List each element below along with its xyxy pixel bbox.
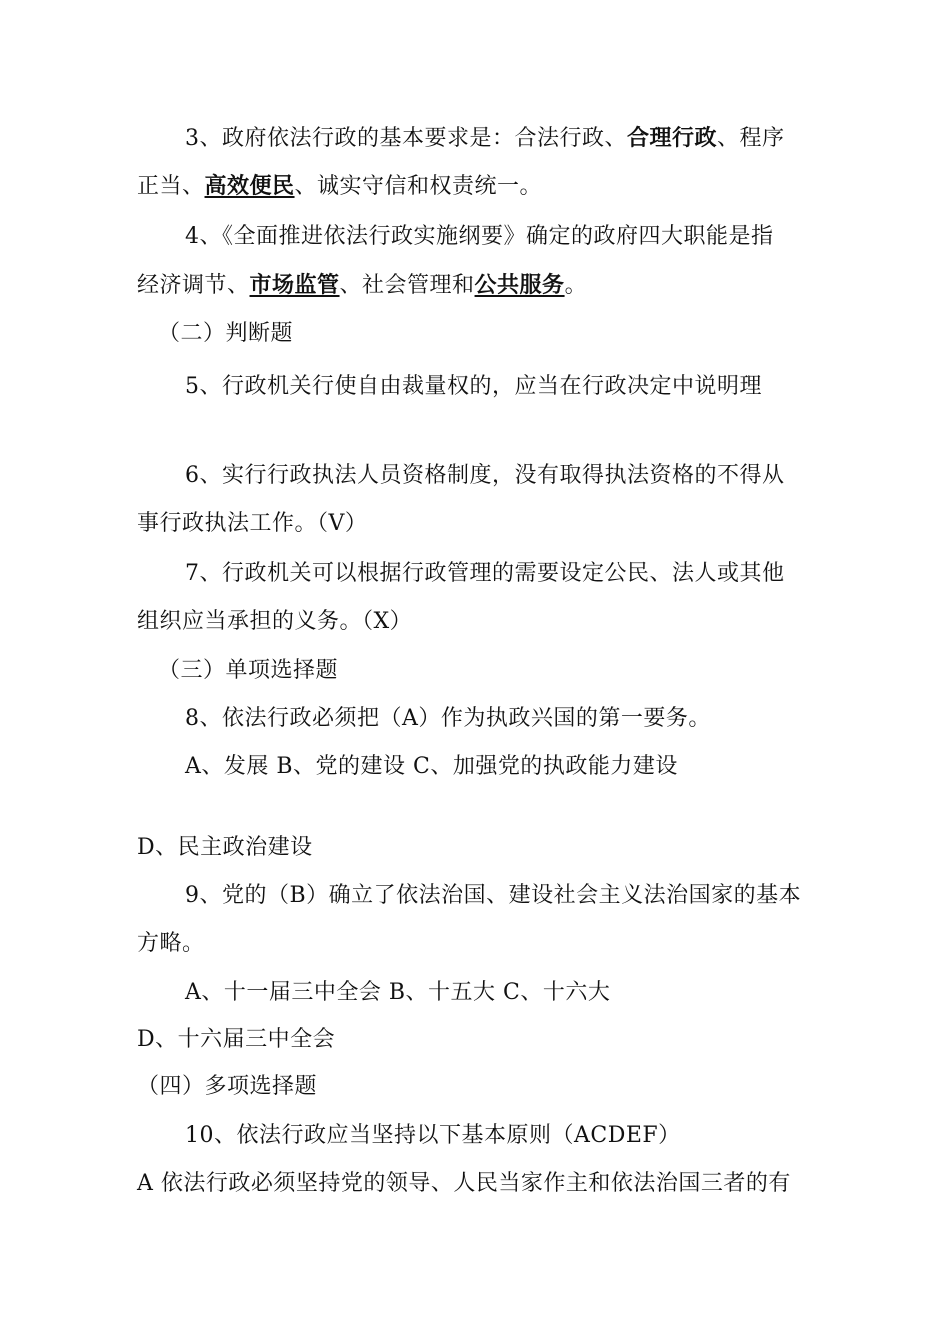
q4-answer-public: 公共服务 <box>474 273 565 298</box>
q3-answer-efficient: 高效便民 <box>204 174 295 199</box>
q7-line1: 7、行政机关可以根据行政管理的需要设定公民、法人或其他 <box>185 561 785 586</box>
q3-text-d: 正当、 <box>137 174 205 199</box>
q4-answer-market: 市场监管 <box>249 273 340 298</box>
q9-line2: 方略。 <box>137 931 205 956</box>
q4-line2 <box>137 271 587 301</box>
q8-stem: 8、依法行政必须把（A）作为执政兴国的第一要务。 <box>185 706 711 731</box>
q5-line1: 5、行政机关行使自由裁量权的，应当在行政决定中说明理 <box>185 374 762 399</box>
q4-text-a: 经济调节、 <box>137 273 250 298</box>
q9-options-line1: A、十一届三中全会 B、十五大 C、十六大 <box>185 980 611 1005</box>
q3-text-a: 3、政府依法行政的基本要求是：合法行政、 <box>185 126 627 151</box>
q10-option-a: A 依法行政必须坚持党的领导、人民当家作主和依法治国三者的有 <box>137 1171 791 1196</box>
q6-line1: 6、实行行政执法人员资格制度，没有取得执法资格的不得从 <box>185 463 785 488</box>
q3-line2 <box>137 172 542 202</box>
q8-options-line2: D、民主政治建设 <box>137 835 313 860</box>
q4-line1: 4、《全面推进依法行政实施纲要》确定的政府四大职能是指 <box>185 224 774 249</box>
q10-stem: 10、依法行政应当坚持以下基本原则（ACDEF） <box>185 1123 681 1148</box>
q7-line2: 组织应当承担的义务。（X） <box>137 609 413 634</box>
q4-text-c: 、社会管理和 <box>339 273 475 298</box>
section-heading-judgement: （二）判断题 <box>158 321 294 346</box>
q8-options-line1: A、发展 B、党的建设 C、加强党的执政能力建设 <box>185 754 678 779</box>
q9-line1: 9、党的（B）确立了依法治国、建设社会主义法治国家的基本 <box>185 883 802 908</box>
q6-line2: 事行政执法工作。（V） <box>137 511 368 536</box>
q3-text-e: 、诚实守信和权责统一。 <box>294 174 543 199</box>
q3-answer-reasonable: 合理行政 <box>627 126 718 151</box>
q3-line1 <box>185 124 785 154</box>
section-heading-single-choice: （三）单项选择题 <box>158 658 339 683</box>
q9-options-line2: D、十六届三中全会 <box>137 1027 336 1052</box>
q4-text-e: 。 <box>564 273 588 298</box>
q3-text-c: 、程序 <box>717 126 785 151</box>
section-heading-multiple-choice: （四）多项选择题 <box>137 1074 318 1099</box>
